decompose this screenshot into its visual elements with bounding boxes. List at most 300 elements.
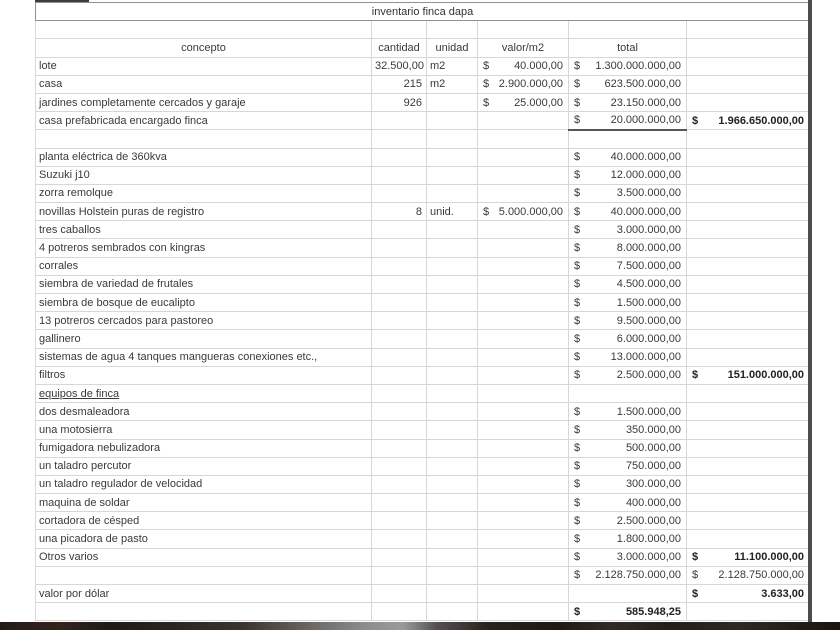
currency-symbol: $ [574,223,581,236]
table-row [36,221,810,239]
amount: 1.500.000,00 [616,405,681,418]
cell-valor-m2[interactable] [478,184,569,202]
header-blank[interactable] [687,39,810,57]
cell-valor-m2[interactable] [478,585,569,603]
cell-unidad[interactable] [427,403,478,421]
cell-total[interactable] [569,603,687,621]
cell-unidad[interactable] [427,148,478,166]
cell-total[interactable] [569,184,687,202]
cell-unidad[interactable] [427,585,478,603]
cell-valor-m2[interactable] [478,439,569,457]
table-row [36,75,810,93]
cell-valor-m2[interactable] [478,548,569,566]
cell-blank[interactable] [36,21,372,39]
cell-cantidad[interactable]: 926 [372,93,427,111]
cell-grand-total[interactable] [687,239,810,257]
cell-grand-total[interactable] [687,130,810,148]
cell-total[interactable] [569,294,687,312]
cell-cantidad[interactable] [372,239,427,257]
amount: 3.000.000,00 [616,223,681,236]
cell-concepto[interactable]: Suzuki j10 [36,166,372,184]
cell-unidad[interactable] [427,166,478,184]
cell-valor-m2[interactable] [478,421,569,439]
cell-total[interactable] [569,348,687,366]
cell-unidad[interactable] [427,257,478,275]
cell-valor-m2[interactable] [478,239,569,257]
cell-concepto[interactable]: novillas Holstein puras de registro [36,203,372,221]
currency-symbol: $ [692,551,699,564]
table-row [36,421,810,439]
sheet-head [36,3,810,58]
cell-concepto[interactable] [36,566,372,584]
amount: 1.500.000,00 [616,296,681,309]
cell-concepto[interactable]: zorra remolque [36,184,372,202]
cell-grand-total[interactable] [687,57,810,75]
cell-blank[interactable] [687,21,810,39]
cell-concepto[interactable]: siembra de variedad de frutales [36,275,372,293]
cell-cantidad[interactable] [372,348,427,366]
cell-concepto[interactable]: tres caballos [36,221,372,239]
cell-grand-total[interactable] [687,585,810,603]
cell-total[interactable] [569,93,687,111]
cell-concepto[interactable]: sistemas de agua 4 tanques mangueras conexiones etc., [36,348,372,366]
cell-total[interactable] [569,239,687,257]
currency-symbol: $ [574,605,581,618]
cell-concepto[interactable]: cortadora de césped [36,512,372,530]
amount: 40.000,00 [514,60,563,73]
cell-concepto[interactable]: un taladro regulador de velocidad [36,475,372,493]
amount: 13.000.000,00 [610,351,681,364]
amount: 6.000.000,00 [616,332,681,345]
cell-unidad[interactable] [427,530,478,548]
cell-concepto[interactable]: casa [36,75,372,93]
cell-grand-total[interactable] [687,421,810,439]
inventory-spreadsheet [35,2,810,621]
cell-concepto[interactable]: lote [36,57,372,75]
cell-cantidad[interactable] [372,384,427,402]
header-concepto[interactable]: concepto [36,39,372,57]
amount: 500.000,00 [625,442,681,455]
currency-symbol: $ [574,260,581,273]
cell-unidad[interactable] [427,457,478,475]
amount: 3.500.000,00 [616,187,681,200]
cell-blank[interactable] [478,21,569,39]
cell-unidad[interactable] [427,384,478,402]
cell-concepto[interactable] [36,603,372,621]
table-row [36,148,810,166]
cell-valor-m2[interactable] [478,530,569,548]
cell-valor-m2[interactable] [478,130,569,148]
header-row [36,39,810,57]
cell-cantidad[interactable] [372,148,427,166]
cell-unidad[interactable] [427,130,478,148]
cell-valor-m2[interactable] [478,457,569,475]
cell-unidad[interactable] [427,275,478,293]
currency-symbol: $ [574,278,581,291]
currency-symbol: $ [574,242,581,255]
cell-blank[interactable] [372,21,427,39]
cell-cantidad[interactable] [372,403,427,421]
cell-concepto[interactable]: equipos de finca [36,384,372,402]
cell-cantidad[interactable] [372,494,427,512]
cell-total[interactable] [569,130,687,148]
cell-cantidad[interactable] [372,548,427,566]
cell-grand-total[interactable] [687,312,810,330]
cell-total[interactable] [569,312,687,330]
cell-unidad[interactable] [427,330,478,348]
cell-grand-total[interactable] [687,93,810,111]
cell-concepto[interactable]: fumigadora nebulizadora [36,439,372,457]
cell-unidad[interactable] [427,312,478,330]
cell-cantidad[interactable]: 215 [372,75,427,93]
amount: 4.500.000,00 [616,278,681,291]
amount: 8.000.000,00 [616,242,681,255]
table-row [36,184,810,202]
table-row [36,439,810,457]
table-row [36,384,810,402]
cell-grand-total[interactable] [687,112,810,130]
cell-cantidad[interactable] [372,603,427,621]
cell-cantidad[interactable] [372,312,427,330]
currency-symbol: $ [574,151,581,164]
currency-symbol: $ [574,423,581,436]
cell-valor-m2[interactable] [478,275,569,293]
cell-total[interactable] [569,221,687,239]
cell-concepto[interactable]: un taladro percutor [36,457,372,475]
cell-grand-total[interactable] [687,275,810,293]
cell-total[interactable] [569,330,687,348]
cell-total[interactable] [569,512,687,530]
cell-grand-total[interactable] [687,166,810,184]
table-row [36,585,810,603]
currency-symbol: $ [483,205,490,218]
currency-symbol: $ [574,351,581,364]
currency-symbol: $ [574,442,581,455]
cell-valor-m2[interactable] [478,348,569,366]
currency-symbol: $ [574,460,581,473]
table-row [36,548,810,566]
header-cantidad[interactable]: cantidad [372,39,427,57]
table-row [36,494,810,512]
cell-concepto[interactable]: filtros [36,366,372,384]
cell-concepto[interactable]: corrales [36,257,372,275]
currency-symbol: $ [574,60,581,73]
amount: 623.500.000,00 [604,78,681,91]
cell-unidad[interactable] [427,294,478,312]
cell-total[interactable] [569,457,687,475]
cell-concepto[interactable]: valor por dólar [36,585,372,603]
amount: 20.000.000,00 [610,114,681,127]
cell-cantidad[interactable] [372,566,427,584]
cell-valor-m2[interactable] [478,257,569,275]
amount: 400.000,00 [625,496,681,509]
amount: 3.633,00 [761,587,805,600]
cell-valor-m2[interactable] [478,384,569,402]
cell-grand-total[interactable] [687,148,810,166]
cell-unidad[interactable] [427,439,478,457]
cell-valor-m2[interactable] [478,57,569,75]
cell-cantidad[interactable] [372,166,427,184]
cell-grand-total[interactable] [687,384,810,402]
currency-symbol: $ [574,296,581,309]
cell-total[interactable] [569,75,687,93]
amount: 2.500.000,00 [616,514,681,527]
currency-symbol: $ [574,205,581,218]
sheet-right-edge-line [808,0,812,624]
table-row [36,294,810,312]
blank-row [36,21,810,39]
cell-total[interactable] [569,148,687,166]
cell-concepto[interactable]: 13 potreros cercados para pastoreo [36,312,372,330]
cell-cantidad[interactable] [372,585,427,603]
cell-cantidad[interactable] [372,330,427,348]
cell-valor-m2[interactable] [478,294,569,312]
title-row [36,3,810,21]
cell-grand-total[interactable] [687,294,810,312]
cell-concepto[interactable]: jardines completamente cercados y garaje [36,93,372,111]
cell-total[interactable] [569,275,687,293]
cell-unidad[interactable] [427,494,478,512]
cell-total[interactable] [569,475,687,493]
currency-symbol: $ [483,60,490,73]
table-row [36,603,810,621]
cell-concepto[interactable]: maquina de soldar [36,494,372,512]
cell-grand-total[interactable] [687,566,810,584]
amount: 1.800.000,00 [616,533,681,546]
cell-total[interactable] [569,57,687,75]
amount: 23.150.000,00 [610,96,681,109]
currency-symbol: $ [574,169,581,182]
currency-symbol: $ [574,187,581,200]
table-row [36,475,810,493]
amount: 151.000.000,00 [727,369,805,382]
table-row [36,203,810,221]
cell-grand-total[interactable] [687,475,810,493]
cell-valor-m2[interactable] [478,166,569,184]
amount: 750.000,00 [625,460,681,473]
cell-concepto[interactable]: Otros varios [36,548,372,566]
currency-symbol: $ [574,569,581,582]
cell-unidad[interactable] [427,566,478,584]
cell-grand-total[interactable] [687,548,810,566]
cell-total[interactable] [569,257,687,275]
amount: 40.000.000,00 [610,151,681,164]
cell-cantidad[interactable] [372,512,427,530]
currency-symbol: $ [574,96,581,109]
cell-total[interactable] [569,366,687,384]
cell-cantidad[interactable] [372,294,427,312]
currency-symbol: $ [574,496,581,509]
cell-concepto[interactable]: casa prefabricada encargado finca [36,112,372,130]
cell-concepto[interactable]: dos desmaleadora [36,403,372,421]
cell-unidad[interactable] [427,512,478,530]
cell-total[interactable] [569,166,687,184]
cell-concepto[interactable]: gallinero [36,330,372,348]
cell-grand-total[interactable] [687,257,810,275]
cell-cantidad[interactable] [372,439,427,457]
currency-symbol: $ [574,369,581,382]
cell-concepto[interactable]: 4 potreros sembrados con kingras [36,239,372,257]
cell-unidad[interactable] [427,239,478,257]
amount: 2.500.000,00 [616,369,681,382]
cell-concepto[interactable]: siembra de bosque de eucalipto [36,294,372,312]
currency-symbol: $ [574,114,581,127]
currency-symbol: $ [574,514,581,527]
cell-grand-total[interactable] [687,457,810,475]
cell-grand-total[interactable] [687,75,810,93]
amount: 11.100.000,00 [734,551,805,564]
amount: 7.500.000,00 [616,260,681,273]
currency-symbol: $ [574,551,581,564]
cell-grand-total[interactable] [687,366,810,384]
cell-concepto[interactable] [36,130,372,148]
cell-concepto[interactable]: planta eléctrica de 360kva [36,148,372,166]
table-row [36,512,810,530]
currency-symbol: $ [692,369,699,382]
table-row [36,566,810,584]
cell-concepto[interactable]: una motosierra [36,421,372,439]
cell-valor-m2[interactable] [478,148,569,166]
amount: 5.000.000,00 [498,205,563,218]
cell-grand-total[interactable] [687,184,810,202]
cell-cantidad[interactable] [372,475,427,493]
amount: 25.000,00 [514,96,563,109]
cell-blank[interactable] [427,21,478,39]
amount: 1.300.000.000,00 [595,60,681,73]
cell-unidad[interactable]: m2 [427,75,478,93]
cell-valor-m2[interactable] [478,475,569,493]
table-row [36,57,810,75]
cell-cantidad[interactable]: 32.500,00 [372,57,427,75]
cell-valor-m2[interactable] [478,494,569,512]
cell-cantidad[interactable] [372,530,427,548]
cell-grand-total[interactable] [687,530,810,548]
table-row [36,275,810,293]
cell-grand-total[interactable] [687,603,810,621]
cell-cantidad[interactable] [372,221,427,239]
cell-grand-total[interactable] [687,221,810,239]
cell-unidad[interactable] [427,366,478,384]
header-total[interactable]: total [569,39,687,57]
currency-symbol: $ [483,78,490,91]
cell-unidad[interactable] [427,603,478,621]
cell-unidad[interactable] [427,475,478,493]
cell-cantidad[interactable] [372,457,427,475]
cell-valor-m2[interactable] [478,203,569,221]
cell-concepto[interactable]: una picadora de pasto [36,530,372,548]
cell-cantidad[interactable] [372,275,427,293]
table-row [36,166,810,184]
amount: 300.000,00 [625,478,681,491]
cell-valor-m2[interactable] [478,330,569,348]
header-valor-m2[interactable]: valor/m2 [478,39,569,57]
amount: 2.128.750.000,00 [718,569,805,582]
cell-cantidad[interactable]: 8 [372,203,427,221]
cell-cantidad[interactable] [372,184,427,202]
table-row [36,312,810,330]
cell-total[interactable] [569,384,687,402]
cell-valor-m2[interactable] [478,221,569,239]
table-row [36,366,810,384]
table-row [36,457,810,475]
cell-cantidad[interactable] [372,130,427,148]
currency-symbol: $ [574,78,581,91]
currency-symbol: $ [574,478,581,491]
cell-valor-m2[interactable] [478,603,569,621]
amount: 9.500.000,00 [616,314,681,327]
cell-unidad[interactable] [427,221,478,239]
cell-blank[interactable] [569,21,687,39]
cell-grand-total[interactable] [687,348,810,366]
cell-valor-m2[interactable] [478,512,569,530]
cell-valor-m2[interactable] [478,312,569,330]
currency-symbol: $ [692,114,699,127]
currency-symbol: $ [483,96,490,109]
cell-valor-m2[interactable] [478,566,569,584]
cell-unidad[interactable] [427,348,478,366]
cell-cantidad[interactable] [372,366,427,384]
cell-valor-m2[interactable] [478,403,569,421]
header-unidad[interactable]: unidad [427,39,478,57]
currency-symbol: $ [692,569,699,582]
amount: 585.948,25 [625,605,681,618]
cell-grand-total[interactable] [687,494,810,512]
cell-valor-m2[interactable] [478,93,569,111]
cell-total[interactable] [569,403,687,421]
cell-unidad[interactable] [427,184,478,202]
cell-valor-m2[interactable] [478,75,569,93]
cell-valor-m2[interactable] [478,112,569,130]
cell-total[interactable] [569,548,687,566]
cell-unidad[interactable] [427,93,478,111]
cell-valor-m2[interactable] [478,366,569,384]
amount: 1.966.650.000,00 [718,114,805,127]
cell-cantidad[interactable] [372,112,427,130]
cell-unidad[interactable] [427,548,478,566]
cell-grand-total[interactable] [687,203,810,221]
cell-unidad[interactable]: unid. [427,203,478,221]
amount: 2.900.000,00 [498,78,563,91]
cell-grand-total[interactable] [687,439,810,457]
table-row [36,257,810,275]
cell-unidad[interactable] [427,421,478,439]
currency-symbol: $ [574,314,581,327]
cell-total[interactable] [569,203,687,221]
cell-grand-total[interactable] [687,330,810,348]
table-row [36,112,810,130]
currency-symbol: $ [574,332,581,345]
cell-total[interactable] [569,530,687,548]
cell-unidad[interactable]: m2 [427,57,478,75]
cell-total[interactable] [569,439,687,457]
cell-unidad[interactable] [427,112,478,130]
cell-total[interactable] [569,566,687,584]
sheet-title[interactable]: inventario finca dapa [36,3,810,21]
table-row [36,330,810,348]
cell-total[interactable] [569,421,687,439]
cell-grand-total[interactable] [687,403,810,421]
cell-total[interactable] [569,494,687,512]
cell-cantidad[interactable] [372,257,427,275]
table-row [36,530,810,548]
cell-total[interactable] [569,585,687,603]
amount: 3.000.000,00 [616,551,681,564]
cell-grand-total[interactable] [687,512,810,530]
amount: 350.000,00 [625,423,681,436]
cell-cantidad[interactable] [372,421,427,439]
cell-total[interactable] [569,112,687,130]
currency-symbol: $ [574,533,581,546]
